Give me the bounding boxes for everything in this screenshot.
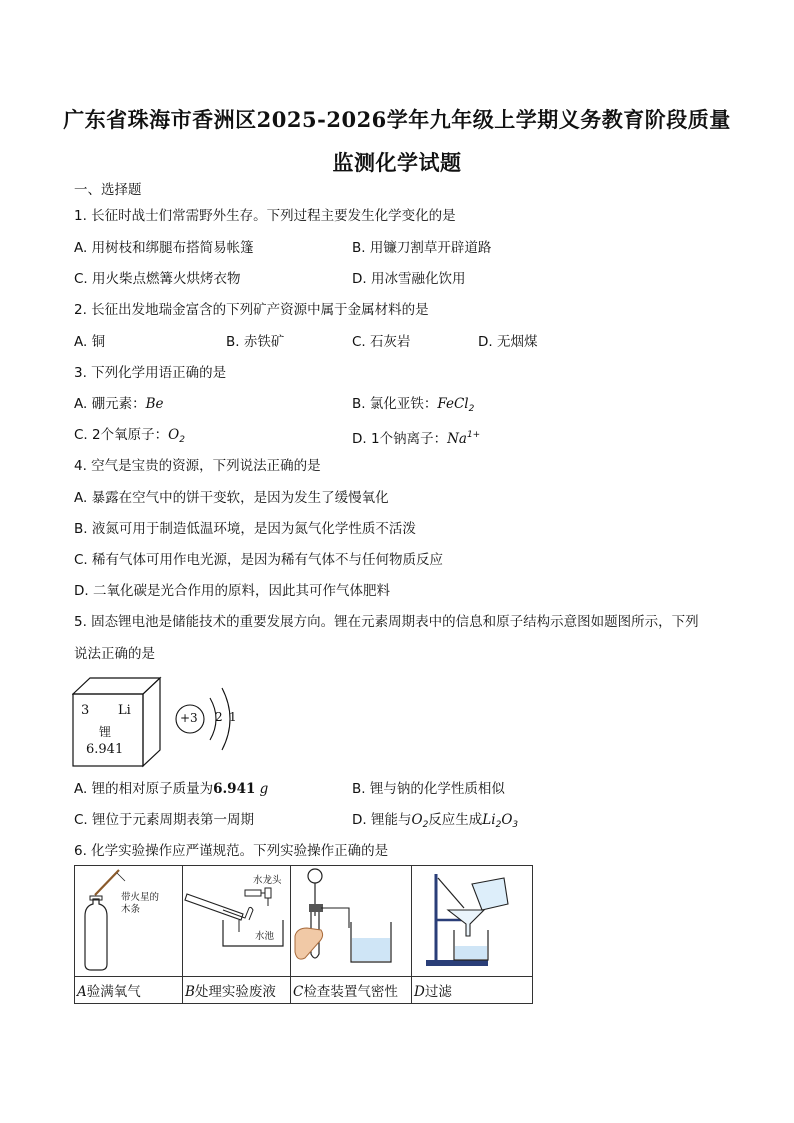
q5-d-sub2a: 2 — [495, 820, 502, 830]
q3-a-text: A. 硼元素： — [74, 396, 146, 412]
q6-stem: 6. 化学实验操作应严谨规范。下列实验操作正确的是 — [74, 843, 389, 859]
q3-b-formula: FeCl — [437, 396, 469, 412]
q3-option-b — [352, 395, 474, 418]
element-name: 锂 — [99, 725, 112, 739]
q3-option-c — [74, 426, 185, 449]
q6-d-letter: D — [414, 984, 425, 1000]
q1-option-b: B. 用镰刀割草开辟道路 — [352, 240, 492, 256]
q4-option-d: D. 二氧化碳是光合作用的原料，因此其可作气体肥料 — [74, 583, 390, 599]
q5-d-sub1: 2 — [422, 820, 429, 830]
q4-option-b: B. 液氮可用于制造低温环境，是因为氮气化学性质不活泼 — [74, 521, 416, 537]
q5-stem-line2: 说法正确的是 — [74, 646, 155, 662]
exam-title-line1: 广东省珠海市香洲区2025-2026学年九年级上学期义务教育阶段质量 — [63, 107, 731, 132]
q3-d-superscript: 1+ — [466, 430, 481, 440]
q3-c-subscript: 2 — [179, 435, 185, 445]
sink-label: 水池 — [255, 931, 275, 942]
q6-c-label: 检查装置气密性 — [303, 984, 398, 1000]
q5-option-a — [74, 780, 268, 798]
q6-b-label: 处理实验废液 — [194, 984, 276, 1000]
q2-option-a: A. 铜 — [74, 334, 106, 350]
q6-image-d-cell — [412, 866, 533, 977]
element-cell-figure — [72, 676, 162, 768]
q5-option-c: C. 锂位于元素周期表第一周期 — [74, 812, 255, 828]
q6-options-table — [74, 865, 533, 1004]
q4-option-a: A. 暴露在空气中的饼干变软，是因为发生了缓慢氧化 — [74, 490, 389, 506]
q6-image-b-cell — [183, 866, 291, 977]
atom-shell1-electrons: 2 — [215, 710, 223, 724]
q5-d-formula2b: O — [501, 812, 513, 828]
q6-image-c-cell — [291, 866, 412, 977]
element-mass: 6.941 — [86, 742, 124, 757]
q5-a-unit: g — [259, 781, 269, 797]
q1-stem: 1. 长征时战士们常需野外生存。下列过程主要发生化学变化的是 — [74, 208, 456, 224]
q6-image-a-cell — [75, 866, 183, 977]
q3-option-a — [74, 395, 164, 413]
atom-shell2-electrons: 1 — [229, 710, 237, 724]
q2-option-c: C. 石灰岩 — [352, 334, 411, 350]
exam-title-line2: 监测化学试题 — [332, 150, 462, 175]
gas-bottle-splint-drawing — [75, 866, 182, 976]
q5-d-text2: 反应生成 — [428, 812, 483, 828]
q5-d-sub2b: 3 — [512, 820, 519, 830]
atom-structure-figure — [172, 686, 244, 754]
q6-option-c — [291, 977, 412, 1004]
q3-b-text: B. 氯化亚铁： — [352, 396, 438, 412]
q6-a-label: 验满氧气 — [86, 984, 141, 1000]
q4-stem: 4. 空气是宝贵的资源，下列说法正确的是 — [74, 458, 321, 474]
q5-d-text1: D. 锂能与 — [352, 812, 412, 828]
q3-d-text: D. 1个钠离子： — [352, 431, 448, 447]
check-airtightness-image — [291, 866, 411, 976]
q3-b-subscript: 2 — [468, 404, 475, 414]
q4-option-c: C. 稀有气体可用作电光源，是因为稀有气体不与任何物质反应 — [74, 552, 444, 568]
q1-option-a: A. 用树枝和绑腿布搭简易帐篷 — [74, 240, 254, 256]
q5-a-text: A. 锂的相对原子质量为 — [74, 781, 214, 797]
q6-b-letter: B — [185, 984, 195, 1000]
q5-stem-line1: 5. 固态锂电池是储能技术的重要发展方向。锂在元素周期表中的信息和原子结构示意图如题图所示，下列 — [74, 614, 699, 630]
dispose-waste-image — [183, 866, 290, 976]
q2-option-b: B. 赤铁矿 — [226, 334, 285, 350]
q3-c-text: C. 2个氧原子： — [74, 427, 169, 443]
element-symbol: Li — [118, 703, 131, 718]
q5-d-formula1: O — [411, 812, 423, 828]
q1-option-d: D. 用冰雪融化饮用 — [352, 271, 466, 287]
q5-d-formula2a: Li — [482, 812, 496, 828]
q6-c-letter: C — [293, 984, 304, 1000]
q1-option-c: C. 用火柴点燃篝火烘烤衣物 — [74, 271, 241, 287]
q5-option-b: B. 锂与钠的化学性质相似 — [352, 781, 505, 797]
q3-d-formula: Na — [447, 431, 467, 447]
q6-option-b — [183, 977, 291, 1004]
test-oxygen-full-image — [75, 866, 182, 976]
element-number: 3 — [81, 703, 90, 718]
q5-option-d — [352, 811, 518, 834]
faucet-label: 水龙头 — [253, 875, 282, 886]
q3-c-formula: O — [168, 427, 180, 443]
filtration-image — [412, 866, 532, 976]
q6-a-letter: A — [77, 984, 87, 1000]
q3-stem: 3. 下列化学用语正确的是 — [74, 365, 227, 381]
q2-option-d: D. 无烟煤 — [478, 334, 538, 350]
q2-stem: 2. 长征出发地瑞金富含的下列矿产资源中属于金属材料的是 — [74, 302, 429, 318]
q5-a-value: 6.941 — [213, 781, 256, 797]
filtration-apparatus-drawing — [412, 866, 532, 976]
q3-option-d — [352, 426, 480, 448]
section-heading: 一、选择题 — [74, 182, 142, 198]
atom-nucleus-charge: +3 — [180, 711, 198, 725]
q6-option-d — [412, 977, 533, 1004]
q3-a-formula: Be — [145, 396, 164, 412]
airtightness-apparatus-drawing — [291, 866, 411, 976]
q6-d-label: 过滤 — [424, 984, 452, 1000]
splint-label: 带火星的木条 — [121, 892, 160, 915]
q6-option-a — [75, 977, 183, 1004]
